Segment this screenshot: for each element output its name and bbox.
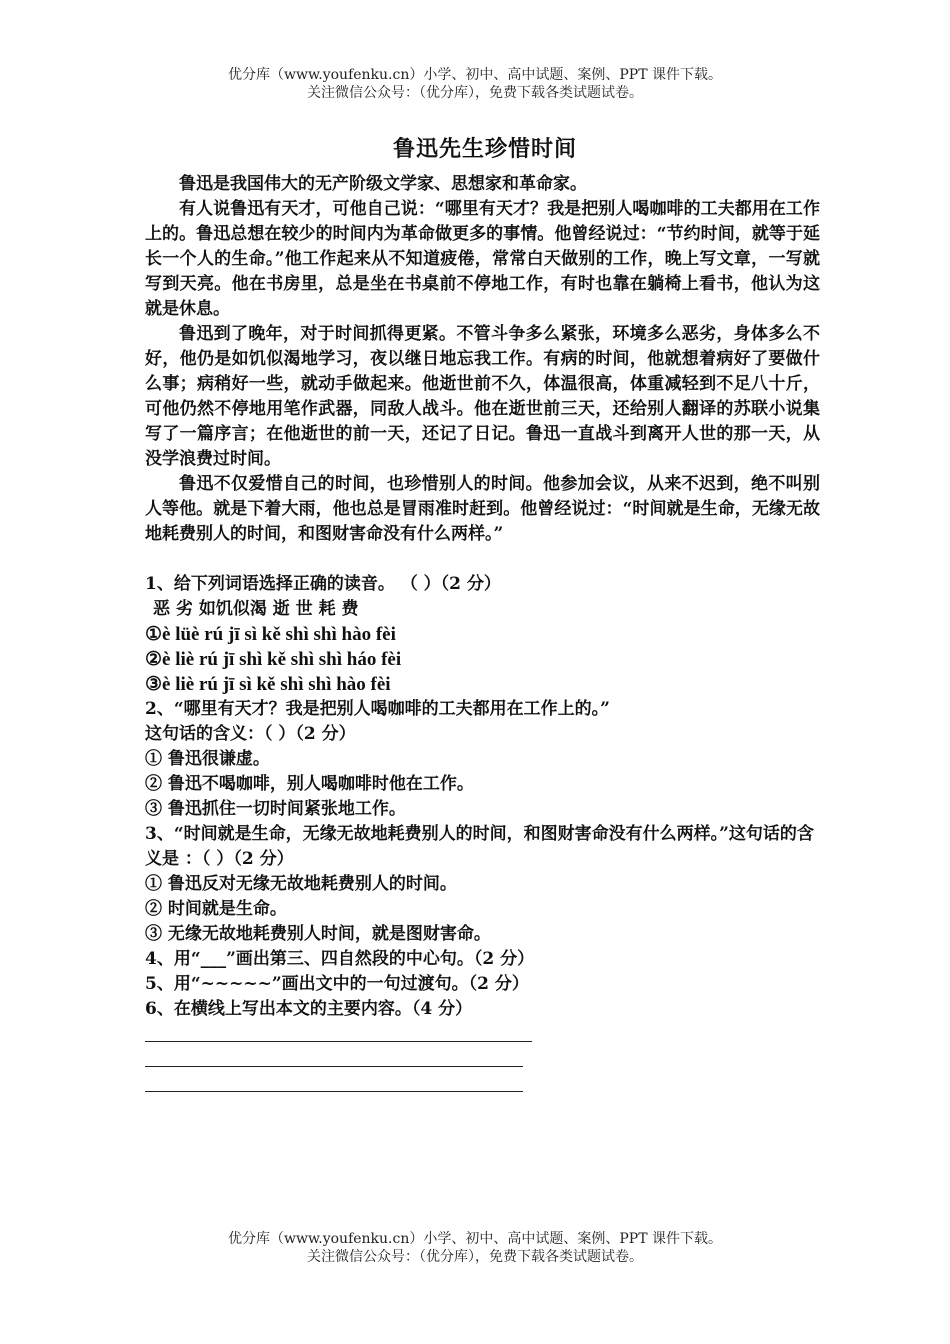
question-2-option-3: ③ 鲁迅抓住一切时间紧张地工作。 (145, 799, 406, 819)
question-2-option-2: ② 鲁迅不喝咖啡，别人喝咖啡时他在工作。 (145, 774, 474, 794)
question-1-option-2: ②è liè rú jī shì kě shì shì háo fèi (145, 649, 402, 670)
question-section (145, 572, 825, 1022)
paragraph-3: 鲁迅到了晚年，对于时间抓得更紧。不管斗争多么紧张，环境多么恶劣，身体多么不好，他仍是如饥似渴地学习，夜以继日地忘我工作。有病的时间，他就想着病好了要做什么事；病稍好一些，就动手做起来。他逝世前不久，体温很高，体重减轻到不足八十斤，可他仍然不停地用笔作武器，同敌人战斗。他在逝世前三天，还给别人翻译的苏联小说集写了一篇序言；在他逝世的前一天，还记了日记。鲁迅一直战斗到离开人世的那一天，从没学浪费过时间。 (145, 324, 820, 469)
question-4: 4、用“___”画出第三、四自然段的中心句。（2 分） (145, 949, 535, 969)
question-2-prompt: 这句话的含义：（ ）（2 分） (145, 724, 356, 744)
answer-line-3[interactable] (145, 1091, 523, 1092)
question-2-option-1: ① 鲁迅很谦虚。 (145, 749, 270, 769)
page-title: 鲁迅先生珍惜时间 (392, 136, 577, 162)
question-1: 1、给下列词语选择正确的读音。 （ ）（2 分） (145, 574, 501, 594)
question-2: 2、“哪里有天才？我是把别人喝咖啡的工夫都用在工作上的。” (145, 699, 610, 719)
question-1-words: 恶 劣 如饥似渴 逝 世 耗 费 (153, 599, 359, 619)
question-5: 5、用“~~~~~”画出文中的一句过渡句。（2 分） (145, 974, 529, 994)
answer-line-2[interactable] (145, 1066, 523, 1067)
paragraph-4: 鲁迅不仅爱惜自己的时间，也珍惜别人的时间。他参加会议，从来不迟到，绝不叫别人等他。就是下着大雨，他也总是冒雨准时赶到。他曾经说过：“时间就是生命，无缘无故地耗费别人的时间，和图财害命没有什么两样。” (145, 474, 820, 544)
article-text (145, 172, 820, 547)
paragraph-2: 有人说鲁迅有天才，可他自己说：“哪里有天才？我是把别人喝咖啡的工夫都用在工作上的。鲁迅总想在较少的时间内为革命做更多的事情。他曾经说过：“节约时间，就等于延长一个人的生命。”他工作起来从不知道疲倦，常常白天做别的工作，晚上写文章，一写就写到天亮。他在书房里，总是坐在书桌前不停地工作，有时也靠在躺椅上看书，他认为这就是休息。 (145, 199, 820, 319)
question-3-option-1: ① 鲁迅反对无缘无故地耗费别人的时间。 (145, 874, 457, 894)
question-3-option-2: ② 时间就是生命。 (145, 899, 287, 919)
page-footer (0, 1230, 950, 1266)
question-3: 3、“时间就是生命，无缘无故地耗费别人的时间，和图财害命没有什么两样。”这句话的含义是 ：（ ）（2 分） (145, 824, 814, 869)
question-3-option-3: ③ 无缘无故地耗费别人时间，就是图财害命。 (145, 924, 491, 944)
answer-line-1[interactable] (145, 1041, 532, 1042)
question-1-option-1: ①è lüè rú jī sì kě shì shì hào fèi (145, 624, 396, 645)
paragraph-1: 鲁迅是我国伟大的无产阶级文学家、思想家和革命家。 (179, 174, 587, 194)
page-header (0, 66, 950, 102)
footer-line-2: 关注微信公众号：（优分库），免费下载各类试题试卷。 (307, 1249, 643, 1265)
footer-line-1: 优分库（www.youfenku.cn）小学、初中、高中试题、案例、PPT 课件下载。 (227, 1231, 722, 1247)
question-1-option-3: ③è liè rú jī sì kě shì shì hào fèi (145, 674, 391, 695)
header-line-2: 关注微信公众号：（优分库），免费下载各类试题试卷。 (307, 85, 643, 101)
header-line-1: 优分库（www.youfenku.cn）小学、初中、高中试题、案例、PPT 课件下载。 (227, 67, 722, 83)
question-6: 6、在横线上写出本文的主要内容。（4 分） (145, 999, 473, 1019)
